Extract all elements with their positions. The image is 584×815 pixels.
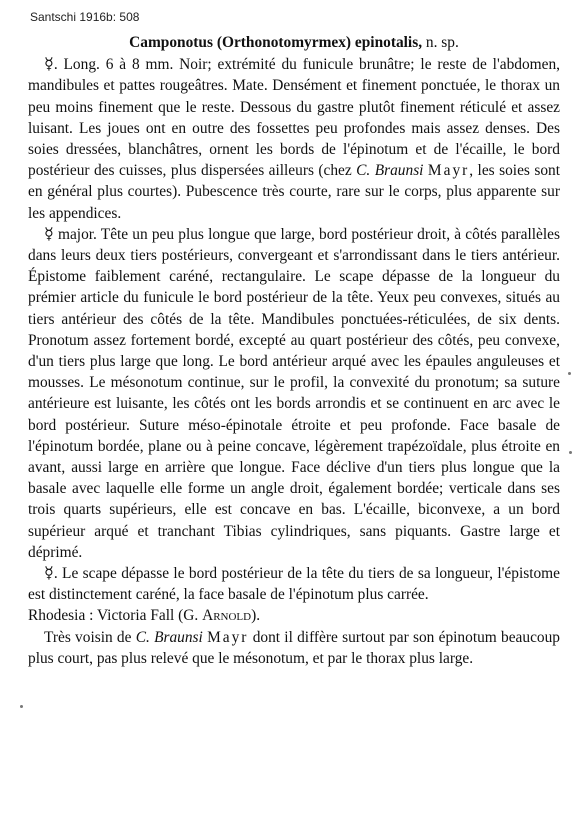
comparison-text-1: Très voisin de <box>44 628 136 646</box>
major-description <box>28 224 560 563</box>
new-species-status: n. sp. <box>425 34 459 51</box>
citation-header: Santschi 1916b: 508 <box>30 10 140 24</box>
locality-place: Rhodesia : Victoria Fall ( <box>28 607 184 625</box>
comparison-ref-species: C. Braunsi <box>135 628 203 646</box>
species-description <box>28 32 560 669</box>
genus-name: Camponotus <box>129 34 213 51</box>
major-text: major. Tête un peu plus longue que large, bord postérieur droit, à côtés parallèles dans leurs deux tiers postérieurs, convergeant et s'arrondissant dans le tiers antérieur. Épistome faiblement caréné, rectangulaire. Le scape dépasse de la longueur du prémier article du funicule le bord postérieur de la tête. Yeux peu convexes, situés au tiers antérieur des côtés de la tête. Mandibules ponctuées-réticulées, de six dents. Pronotum assez fortement bordé, excepté au quart postérieur des côtés, peu convexe, d'un tiers plus large que long. Le bord antérieur arqué avec les épaules anguleuses et mousses. Le mésonotum continue, sur le profil, la convexité du pronotum; sa suture antérieure est luisante, les côtés ont les bords arrondis et se continuent en arc avec le bord postérieur. Suture méso-épinotale étroite et peu profonde. Face basale de l'épinotum bordée, plane ou à peine concave, légèrement trapézoïdale, plus étroite en avant, aussi large en arrière que longue. Face déclive d'un tiers plus longue que la basale avec laquelle elle forme un angle droit, également bordée; verticale dans ses trois quarts supérieurs, elle est concave en bas. L'écaille, biconvexe, a un bord supérieur arqué et tranchant Tibias cylindriques, sans piquants. Gastre large et déprimé. <box>28 225 560 561</box>
scan-speck <box>20 705 23 708</box>
collector-initial: G. <box>183 607 199 625</box>
scan-speck <box>568 372 571 375</box>
worker-text-1: . Long. 6 à 8 mm. Noir; extrémité du funicule brunâtre; le reste de l'abdomen, mandibules et pattes rougeâtres. Mate. Densément et finement ponctuée, le thorax un peu moins finement que le reste. Dessous du gastre plutôt finement réticulé et assez luisant. Les joues ont en outre des fossettes peu profondes mais assez denses. Des soies dressées, blanchâtres, ornent les bords de l'épinotum et de l'écaille, le bord postérieur des cuisses, plus dispersées ailleurs (chez <box>28 56 560 180</box>
worker-ref-species: C. Braunsi <box>356 162 424 180</box>
locality-close: ). <box>251 607 261 625</box>
species-title <box>28 32 560 53</box>
species-name: epinotalis, <box>354 34 423 51</box>
scan-speck <box>569 451 572 454</box>
comparison-note <box>28 627 560 669</box>
locality-line <box>28 605 560 626</box>
collector-name: Arnold <box>202 607 252 625</box>
major-symbol: ☿ <box>44 225 54 243</box>
minor-symbol: ☿ <box>44 565 54 583</box>
comparison-ref-author: Mayr <box>207 628 249 646</box>
subgenus-name: (Orthonotomyrmex) <box>216 34 352 51</box>
worker-description <box>28 54 560 224</box>
worker-ref-author: Mayr <box>427 162 470 180</box>
worker-symbol: ☿ <box>44 56 54 74</box>
minor-text: . Le scape dépasse le bord postérieur de la tête du tiers de sa longueur, l'épistome est distinctement caréné, la face basale de l'épinotum plus carrée. <box>28 565 560 604</box>
comparison-text-2: dont il diffère surtout par son épinotum beaucoup plus court, pas plus relevé que le mésonotum, et par le thorax plus large. <box>28 628 560 667</box>
worker-text-2: , les soies sont en général plus courtes). Pubescence très courte, rare sur le corps, plus apparente sur les appendices. <box>28 162 560 222</box>
minor-description <box>28 563 560 605</box>
